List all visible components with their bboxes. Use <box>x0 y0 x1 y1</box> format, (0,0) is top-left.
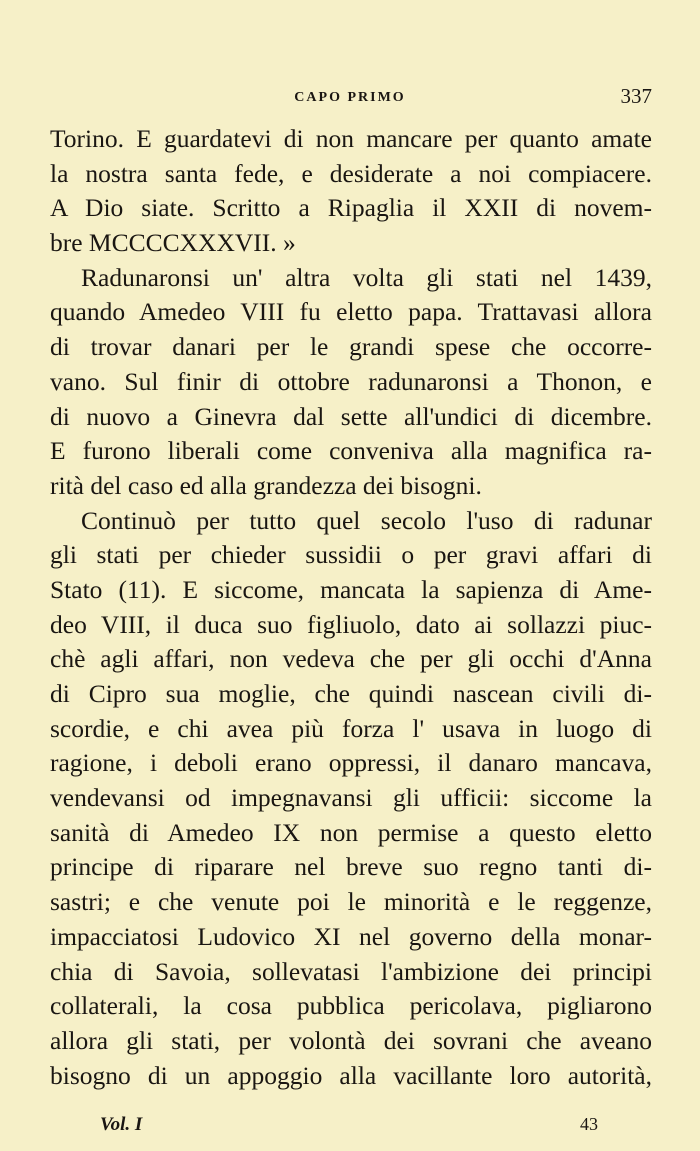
text-line: Radunaronsi un' altra volta gli stati nel 1439, <box>81 262 652 292</box>
text-line: Torino. E guardatevi di non mancare per quanto amate <box>50 124 652 153</box>
text-line: bisogno di un appoggio alla vacillante loro autorità, <box>50 1060 652 1090</box>
text-line: vendevansi od impegnavansi gli ufficii: siccome la <box>50 783 652 813</box>
text-line: quando Amedeo VIII fu eletto papa. Trattavasi allora <box>50 297 652 327</box>
text-line: scordie, e chi avea più forza l' usava in luogo di <box>50 713 652 743</box>
text-line: E furono liberali come conveniva alla magnifica ra- <box>50 436 652 466</box>
text-line: Continuò per tutto quel secolo l'uso di radunar <box>81 505 652 535</box>
text-line: collaterali, la cosa pubblica pericolava, pigliarono <box>50 991 652 1021</box>
text-line: deo VIII, il duca suo figliuolo, dato ai sollazzi piuc- <box>50 609 652 639</box>
text-line: di nuovo a Ginevra dal sette all'undici di dicembre. <box>50 401 652 431</box>
text-line: sanità di Amedeo IX non permise a questo eletto <box>50 817 652 847</box>
text-line: principe di riparare nel breve suo regno tanti di- <box>50 852 652 882</box>
text-line: chè agli affari, non vedeva che per gli occhi d'Anna <box>50 644 652 674</box>
text-line: gli stati per chieder sussidii o per gravi affari di <box>50 540 652 570</box>
text-line: chia di Savoia, sollevatasi l'ambizione dei principi <box>50 956 652 986</box>
text-line: bre MCCCCXXXVII. » <box>50 228 296 258</box>
text-line: Stato (11). E siccome, mancata la sapienza di Ame- <box>50 574 652 604</box>
text-line: ragione, i deboli erano oppressi, il danaro mancava, <box>50 748 652 778</box>
text-line: vano. Sul finir di ottobre radunaronsi a Thonon, e <box>50 366 652 396</box>
text-line: impacciatosi Ludovico XI nel governo della monar- <box>50 921 652 951</box>
text-line: rità del caso ed alla grandezza dei bisogni. <box>50 470 482 500</box>
text-line: A Dio siate. Scritto a Ripaglia il XXII di novem- <box>50 193 652 223</box>
body-text <box>50 122 652 1093</box>
text-line: di Cipro sua moglie, che quindi nascean civili di- <box>50 679 652 708</box>
gathering-number: 43 <box>580 1114 598 1134</box>
page-number: 337 <box>620 84 652 108</box>
text-line: sastri; e che venute poi le minorità e le reggenze, <box>50 887 652 917</box>
text-line: di trovar danari per le grandi spese che occorre- <box>50 332 652 362</box>
volume-signature: Vol. I <box>100 1114 143 1135</box>
text-line: la nostra santa fede, e desiderate a noi compiacere. <box>50 158 652 188</box>
text-line: allora gli stati, per volontà dei sovrani che aveano <box>50 1025 652 1055</box>
running-title: CAPO PRIMO <box>294 90 406 105</box>
